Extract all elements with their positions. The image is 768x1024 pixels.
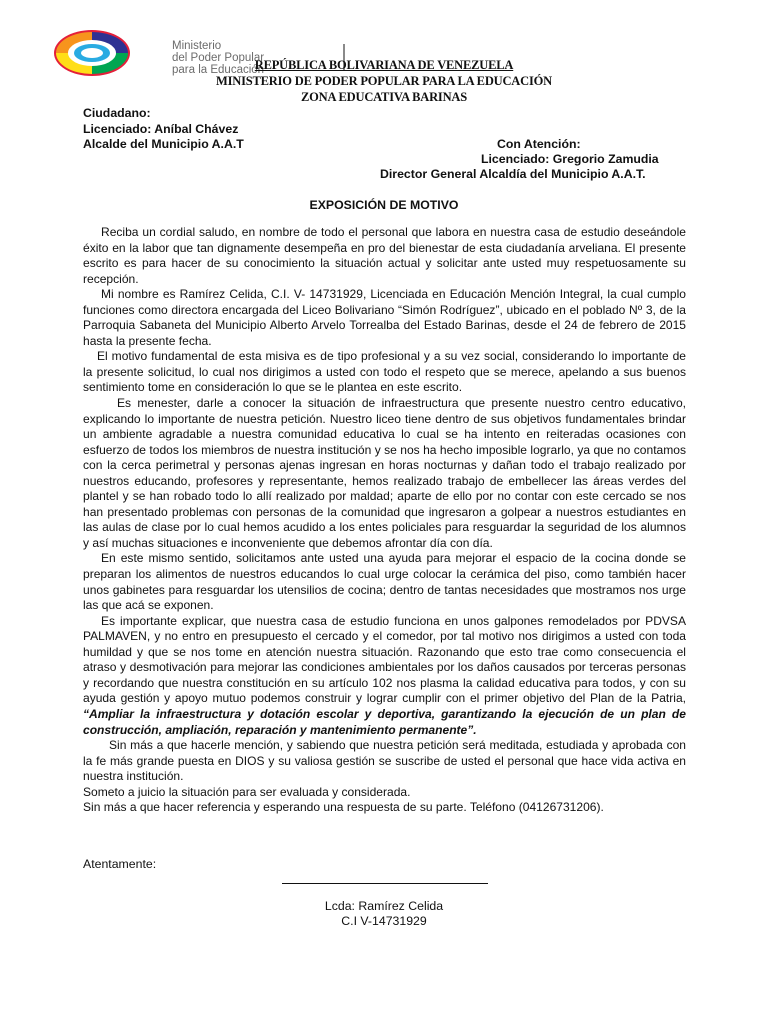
paragraph-infrastructure: Es menester, darle a conocer la situación de infraestructura que presente nuestro centro educativo, explicando lo importante de nuestra petición. Nuestro liceo tiene dentro de sus objetivos fundamentales brindar un ambiente agradable a nuestra comunidad educativa lo cual se ha intento en reiteradas ocasiones con esfuerzo de todos los miembros de nuestra institución y se nos ha hecho imposible lograrlo, ya que no contamos con la cerca perimetral y personas ajenas ingresan en horas nocturnas y dañan todo el trabajo realizado por nuestros educando, profesores y representante, hemos realizado trabajo de embellecer las áreas verdes del plantel y se han robado todo lo allí realizado por maldad; aparte de ello por no contar con este cercado se nos han presentado problemas con personas de la comunidad que ingresaron a golpear a nuestros estudiantes en las aulas de clase por lo cual hemos acudido a los entes policiales para resguardar la seguridad de los alumnos y así muchas situaciones e inconveniente que debemos afrontar día con día.: [83, 396, 686, 550]
paragraph-introduction: Mi nombre es Ramírez Celida, C.I. V- 14731929, Licenciada en Educación Mención Integral, la cual cumplo funciones como directora encargada del Liceo Bolivariano “Simón Rodríguez”, ubicado en el poblado Nº 3, de la Parroquia Sabaneta del Municipio Alberto Arvelo Torrealba del Estado Barinas, desde el 24 de febrero de 2015 hasta la presente fecha.: [83, 287, 686, 348]
logo-text-line: Ministerio: [172, 40, 222, 52]
paragraph-contact: Sin más a que hacer referencia y esperando una respuesta de su parte. Teléfono (04126731206).: [83, 800, 604, 815]
paragraph-kitchen: En este mismo sentido, solicitamos ante usted una ayuda para mejorar el espacio de la cocina donde se preparan los alimentos de nuestros educandos lo cual urge colocar la cerámica del piso, como también hacer unos gabinetes para resguardar los utensilios de cocina; dentro de tantas necesidades que mostramos nos urge las que acá se exponen.: [83, 551, 686, 613]
logo-text-line: para la Educación: [172, 64, 265, 76]
attention-label: Con Atención:: [497, 137, 581, 151]
plan-quote: “Ampliar la infraestructura y dotación escolar y deportiva, garantizando la ejecución de un plan de construcción, ampliación, reparación y mantenimiento permanente”.: [83, 706, 686, 737]
recipient-name: Licenciado: Aníbal Chávez: [83, 122, 239, 136]
recipient-salutation: Ciudadano:: [83, 106, 151, 120]
signature-line: [282, 883, 488, 884]
header-zone: ZONA EDUCATIVA BARINAS: [300, 90, 467, 104]
paragraph-submission: Someto a juicio la situación para ser evaluada y considerada.: [83, 784, 411, 799]
paragraph-motive: El motivo fundamental de esta misiva es de tipo profesional y a su vez social, considerando lo importante de la presente solicitud, lo cual nos dirigimos a usted con todo el respeto que se merece, apelando a sus buenos sentimiento tome en consideración lo que se le plantea en este escrito.: [83, 349, 686, 395]
closing-text: Atentamente:: [83, 857, 157, 871]
paragraph-explanation: [83, 614, 686, 738]
recipient-position: Alcalde del Municipio A.A.T: [83, 137, 244, 151]
paragraph-greeting: Reciba un cordial saludo, en nombre de todo el personal que labora en nuestra casa de estudio deseándole éxito en la labor que tan dignamente desempeña en pro del bienestar de esta ciudadanía arveliana. El presente escrito es para hacer de su conocimiento la situación actual y solicitar ante usted muy respetuosamente su recepción.: [83, 225, 686, 286]
attention-name: Licenciado: Gregorio Zamudia: [481, 152, 659, 166]
logo-text-line: del Poder Popular: [172, 52, 265, 64]
paragraph-farewell: Sin más a que hacerle mención, y sabiendo que nuestra petición será meditada, estudiada y aprobada con la fe más grande puesta en DIOS y su valiosa gestión se suscribe de usted el personal que hace vida activa en nuestra institución.: [83, 738, 686, 784]
signatory-name: Lcda: Ramírez Celida: [324, 899, 444, 913]
explanation-text: Es importante explicar, que nuestra casa de estudio funciona en unos galpones remodelados por PDVSA PALMAVEN, y no entro en presupuesto el cercado y el comedor, por tal motivo nos dirigimos a usted con toda humildad y que se nos tome en atención nuestra situación. Razonando que esto trae como consecuencia el atraso y desmotivación para mejorar las condiciones ambientales por los daños causados por terceras personas y recordando que nuestra constitución en su artículo 102 nos plasma la calidad educativa para todos, y con su ayuda gestión y apoyo mutuo podemos construir y lograr cumplir con el primer objetivo del Plan de la Patria,: [83, 613, 686, 706]
header-republic: REPÚBLICA BOLIVARIANA DE VENEZUELA: [254, 58, 514, 72]
attention-position: Director General Alcaldía del Municipio A.A.T.: [380, 167, 646, 181]
document-title: EXPOSICIÓN DE MOTIVO: [309, 198, 459, 212]
signatory-id: C.I V-14731929: [341, 914, 427, 928]
header-ministry: MINISTERIO DE PODER POPULAR PARA LA EDUCACIÓN: [216, 74, 552, 88]
letter-body: [83, 225, 686, 816]
